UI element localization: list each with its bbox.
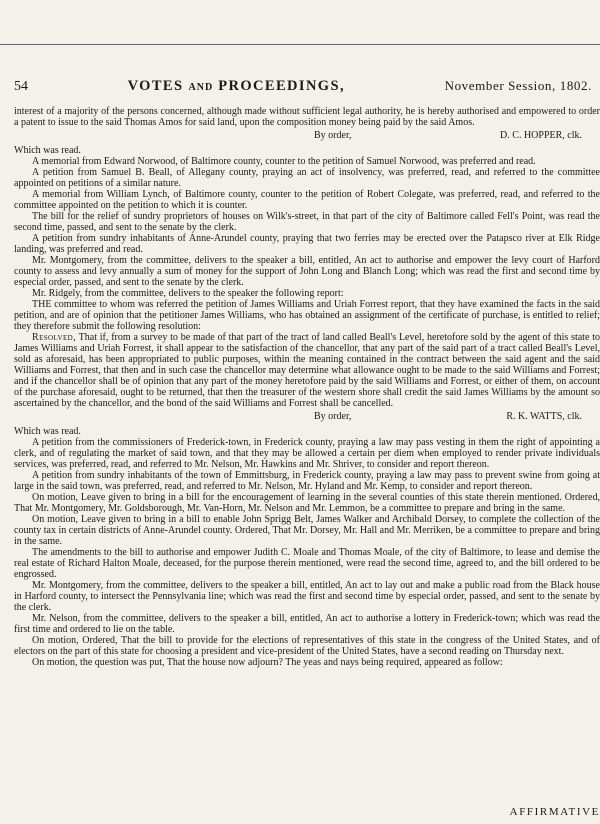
paragraph xyxy=(14,233,600,255)
paragraph-text: A petition from sundry inhabitants of Anne-Arundel county, praying that two ferries may be erected over the Patapsco river at Elk Ridge landing, was preferred and read. xyxy=(14,233,600,255)
clerk-signature: R. K. WATTS, clk. xyxy=(506,411,582,422)
paragraph-text: The amendments to the bill to authorise and empower Judith C. Moale and Thomas Moale, of the city of Baltimore, to lease and demise the real estate of Richard Halton Moale, deceased, for the purpose therein mentioned, were read the second time, agreed to, and the bill ordered to be engrossed. xyxy=(14,547,600,580)
running-header xyxy=(14,78,600,100)
paragraph xyxy=(14,145,600,156)
paragraph-text: Mr. Montgomery, from the committee, delivers to the speaker a bill, entitled, An act to authorise and empower the levy court of Harford county to assess and levy annually a sum of money for the support of John Long and Blanch Long; which was read the first and second time by especial order, passed, and sent to the senate by the clerk. xyxy=(14,255,600,288)
paragraph xyxy=(14,437,600,470)
paragraph xyxy=(14,167,600,189)
paragraph xyxy=(14,635,600,657)
paragraph xyxy=(14,547,600,580)
by-order-label: By order, xyxy=(314,411,352,422)
paragraph xyxy=(14,470,600,492)
paragraph xyxy=(14,189,600,211)
paragraph-text: The bill for the relief of sundry proprietors of houses on Wilk's-street, in that part of the city of Baltimore called Fell's Point, was read the second time, passed, and sent to the senate by the clerk. xyxy=(14,211,600,233)
by-order-line xyxy=(14,130,600,141)
paragraph xyxy=(14,514,600,547)
title-word-and: AND xyxy=(188,82,214,93)
paragraph xyxy=(14,255,600,288)
title-word-votes: VOTES xyxy=(127,78,184,94)
paragraph-text: On motion, Ordered, That the bill to provide for the elections of representatives of this state in the congress of the United States, and of electors on the part of this state for choosing a president and vice-president of the United States, have a second reading on Thursday next. xyxy=(14,635,600,657)
body-text xyxy=(14,106,600,668)
document-page xyxy=(14,78,600,824)
paragraph-text: Mr. Nelson, from the committee, delivers to the speaker a bill, entitled, An act to authorise a lottery in Frederick-town; which was read the first time and ordered to lie on the table. xyxy=(14,613,600,635)
paragraph-text: On motion, the question was put, That the house now adjourn? The yeas and nays being required, appeared as follow: xyxy=(32,657,503,668)
paragraph-text: A memorial from Edward Norwood, of Baltimore county, counter to the petition of Samuel Norwood, was preferred and read. xyxy=(32,156,536,167)
resolved-lead: Resolved, xyxy=(32,332,77,343)
paragraph-text: Which was read. xyxy=(14,426,81,437)
paragraph xyxy=(14,613,600,635)
session-label: November Session, 1802. xyxy=(444,78,592,93)
paragraph xyxy=(14,106,600,128)
paragraph-text: That if, from a survey to be made of that part of the tract of land called Beall's Level, heretofore sold by the agent of this state to James Williams and Uriah Forrest, it shall appear to the satisfaction of the chancellor, that any part of the said part of a tract called Beall's Level, sold as aforesaid, has been appropriated to public purposes, within the meaning contained in the contract between the said agent and the said Williams and Forrest, that then and in such case the chancellor may determine what allowance ought to be made to the said Williams and Forrest; and if the chancellor shall be of opinion that any part of the money heretofore paid by the said Williams and Forrest, or either of them, on account of the purchase aforesaid, ought to be returned, that then the treasurer of the western shore shall credit the said James Williams by the amount so ascertained by the chancellor, and the bond of the said Williams and Forrest shall be cancelled. xyxy=(14,332,600,409)
paragraph-text: A petition from the commissioners of Frederick-town, in Frederick county, praying a law may pass vesting in them the right of appointing a clerk, and of regulating the market of said town, and that they may be allowed a certain per diem when employed to render private individuals services, was preferred, read, and referred to Mr. Nelson, Mr. Hawkins and Mr. Shriver, to consider and report thereon. xyxy=(14,437,600,470)
paragraph xyxy=(14,299,600,332)
paragraph xyxy=(14,426,600,437)
title-word-proceedings: PROCEEDINGS, xyxy=(218,78,345,94)
paragraph-text: THE committee to whom was referred the petition of James Williams and Uriah Forrest report, that they have examined the facts in the said petition, and are of opinion that the petitioner James Williams, who has obtained an assignment of the certificate of purchase, is entitled to relief; they therefore submit the following resolution: xyxy=(14,299,600,332)
by-order-label: By order, xyxy=(314,130,352,141)
paragraph-text: A petition from sundry inhabitants of the town of Emmittsburg, in Frederick county, praying a law may pass to prevent swine from going at large in the said town, was preferred, read, and referred to Mr. Nelson, Mr. Hyland and Mr. Kemp, to consider and report thereon. xyxy=(14,470,600,492)
paragraph-text: On motion, Leave given to bring in a bill for the encouragement of learning in the several counties of this state therein mentioned. Ordered, That Mr. Montgomery, Mr. Goldsborough, Mr. Van-Horn, Mr. Nelson and Mr. Lemmon, be a committee to prepare and bring in the same. xyxy=(14,492,600,514)
by-order-line xyxy=(14,411,600,422)
page-number: 54 xyxy=(14,79,28,94)
paragraph-text: Mr. Montgomery, from the committee, delivers to the speaker a bill, entitled, An act to lay out and make a public road from the Black house in Harford county, to intersect the Pennsylvania line; which was read the first and second time by especial order, passed, and sent to the senate by the clerk. xyxy=(14,580,600,613)
paragraph-text: A memorial from William Lynch, of Baltimore county, counter to the petition of Robert Colegate, was preferred, read, and referred to the committee appointed on the petition to which it is counter. xyxy=(14,189,600,211)
paragraph-text: On motion, Leave given to bring in a bill to enable John Sprigg Belt, James Walker and Archibald Dorsey, to complete the collection of the county tax in certain districts of Anne-Arundel county. Ordered, That Mr. Dorsey, Mr. Hall and Mr. Merriken, be a committee to prepare and bring in the same. xyxy=(14,514,600,547)
running-title xyxy=(128,78,345,95)
paragraph xyxy=(14,156,600,167)
paragraph-text: interest of a majority of the persons concerned, although made without sufficient legal authority, he is hereby authorised and empowered to order a patent to issue to the said Thomas Amos for said land, upon the composition money being paid by the said Amos. xyxy=(14,106,600,128)
paragraph xyxy=(14,288,600,299)
paragraph xyxy=(14,657,600,668)
paragraph-text: Mr. Ridgely, from the committee, delivers to the speaker the following report: xyxy=(32,288,344,299)
paragraph-text: Which was read. xyxy=(14,145,81,156)
paragraph xyxy=(14,211,600,233)
clerk-signature: D. C. HOPPER, clk. xyxy=(500,130,582,141)
catchword: AFFIRMATIVE xyxy=(509,806,600,818)
paragraph-text: A petition from Samuel B. Beall, of Allegany county, praying an act of insolvency, was preferred, read, and referred to the committee appointed on petitions of a similar nature. xyxy=(14,167,600,189)
paragraph xyxy=(14,332,600,409)
paragraph xyxy=(14,580,600,613)
paragraph xyxy=(14,492,600,514)
top-rule xyxy=(0,44,600,46)
